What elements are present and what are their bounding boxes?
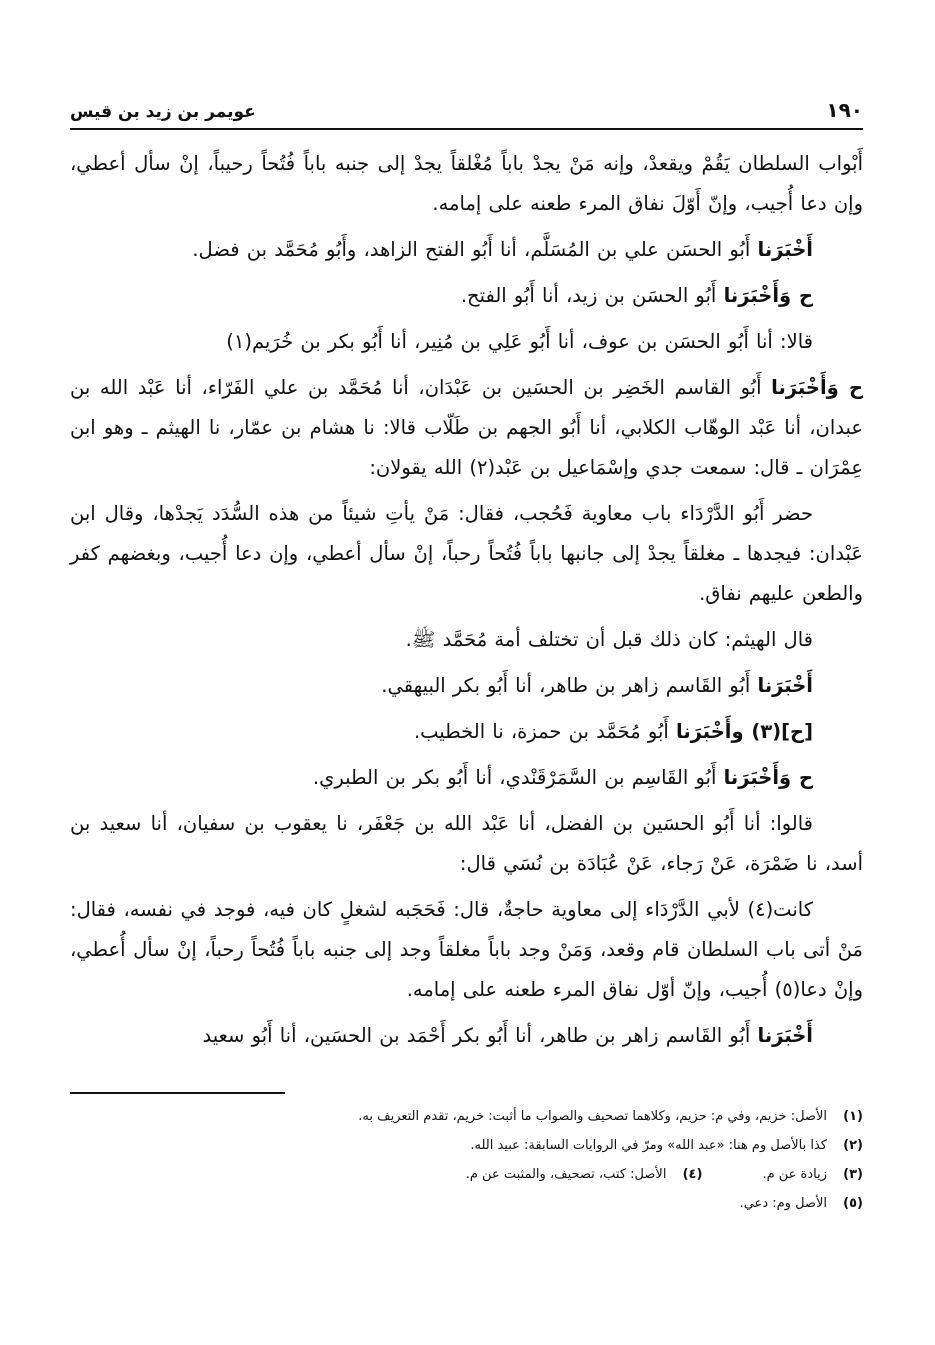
paragraph: أَخْبَرَنا أَبُو القَاسم زاهر بن طاهر، أنا أَبُو بكر البيهقي. bbox=[381, 674, 813, 697]
paragraph: أَبْواب السلطان يَقُمْ ويقعدْ، وإنه مَنْ يجدْ باباً مُغْلقاً يجدْ إلى جنبه باباً فُتُحاً رحيباً، إنْ سأل أعطي، وإن دعا أُجيب، وإنّ أَوّلَ نفاق المرء طعنه على إمامه. bbox=[70, 152, 863, 215]
paragraph: قالوا: أنا أَبُو الحسَين بن الفضل، أنا عَبْد الله بن جَعْفَر، نا يعقوب بن سفيان، أنا سعيد بن أسد، نا ضَمْرَة، عَنْ رَجاء، عَنْ عُبَادَة بن نُسَي قال: bbox=[70, 812, 863, 875]
paragraph: كانت(٤) لأبي الدَّرْدَاء إلى معاوية حاجةٌ، قال: فَحَجَبه لشغلٍ كان فيه، فوجد في نفسه، فقال: مَنْ أتى باب السلطان قام وقعد، وَمَنْ وجد باباً مغلقاً وجد إلى جنبه باباً فُتُحاً رحباً، إنْ سأل أُعطي، وإنْ دعا(٥) أُجيب، وإنّ أوّل نفاق المرء طعنه على إمامه. bbox=[70, 898, 863, 1001]
page-number: ١٩٠ bbox=[826, 98, 863, 122]
paragraph: قال الهيثم: كان ذلك قبل أن تختلف أمة مُحَمَّد ﷺ. bbox=[405, 628, 813, 651]
header-rule bbox=[70, 128, 863, 130]
footnote: (١)الأصل: خزيم، وفي م: حزيم، وكلاهما تصحيف والصواب ما أثبت: خريم، تقدم التعريف به. bbox=[358, 1109, 863, 1124]
paragraph: أَخْبَرَنا أَبُو الحسَن علي بن المُسَلَّم، أنا أَبُو الفتح الزاهد، وأَبُو مُحَمَّد بن فضل. bbox=[192, 238, 813, 261]
footnotes bbox=[70, 1104, 863, 1217]
footnote-row bbox=[70, 1162, 863, 1191]
paragraph: ح وَأَخْبَرَنا أَبُو القاسم الخَضِر بن الحسَين بن عَبْدَان، أنا مُحَمَّد بن علي الفَرّاء، أنا عَبْد الله بن عبدان، أنا عَبْد الوهّاب الكلابي، أنا أَبُو الجهم بن طَلّاب قالا: نا هشام بن عمّار، نا الهيثم ـ وهو ابن عِمْرَان ـ قال: سمعت جدي وإسْمَاعيل بن عَبْد(٢) الله يقولان: bbox=[70, 376, 864, 479]
paragraph: حضر أَبُو الدَّرْدَاء باب معاوية فَحُجب، فقال: مَنْ يأتِ شيئاً من هذه السُّدَد يَجدْها، وقال ابن عَبْدان: فيجدها ـ مغلقاً يجدْ إلى جانبها باباً فُتُحاً رحباً، إنْ سأل أعطي، وإن دعا أُجيب، وبغضهم كفر والطعن عليهم نفاق. bbox=[70, 502, 863, 605]
footnote: (٤)الأصل: كتب، تصحيف، والمثبت عن م. bbox=[465, 1167, 703, 1182]
page-header bbox=[70, 92, 863, 122]
paragraph: ح وَأَخْبَرَنا أَبُو القَاسِم بن السَّمَرْقَنْدي، أنا أَبُو بكر بن الطبري. bbox=[312, 766, 813, 789]
footnote: (٥)الأصل وم: دعي. bbox=[739, 1196, 863, 1211]
paragraph: قالا: أنا أَبُو الحسَن بن عوف، أنا أَبُو عَلِي بن مُنِير، أنا أَبُو بكر بن خُرَيم(١) bbox=[226, 330, 813, 353]
footnote: (٢)كذا بالأصل وم هنا: «عبد الله» ومرّ في الروايات السابقة: عبيد الله. bbox=[470, 1138, 863, 1153]
paragraph: أَخْبَرَنا أَبُو القَاسم زاهر بن طاهر، أنا أَبُو بكر أَحْمَد بن الحسَين، أنا أَبُو سعيد bbox=[202, 1024, 813, 1047]
paragraph: [ح](٣) وأَخْبَرَنا أَبُو مُحَمَّد بن حمزة، نا الخطيب. bbox=[413, 720, 813, 743]
paragraph: ح وَأَخْبَرَنا أَبُو الحسَن بن زيد، أنا أَبُو الفتح. bbox=[460, 284, 813, 307]
running-title: عويمر بن زيد بن قيس bbox=[70, 102, 256, 122]
footnote-rule bbox=[70, 1092, 285, 1094]
footnote: (٣)زيادة عن م. bbox=[762, 1167, 863, 1182]
main-text bbox=[70, 144, 863, 1056]
